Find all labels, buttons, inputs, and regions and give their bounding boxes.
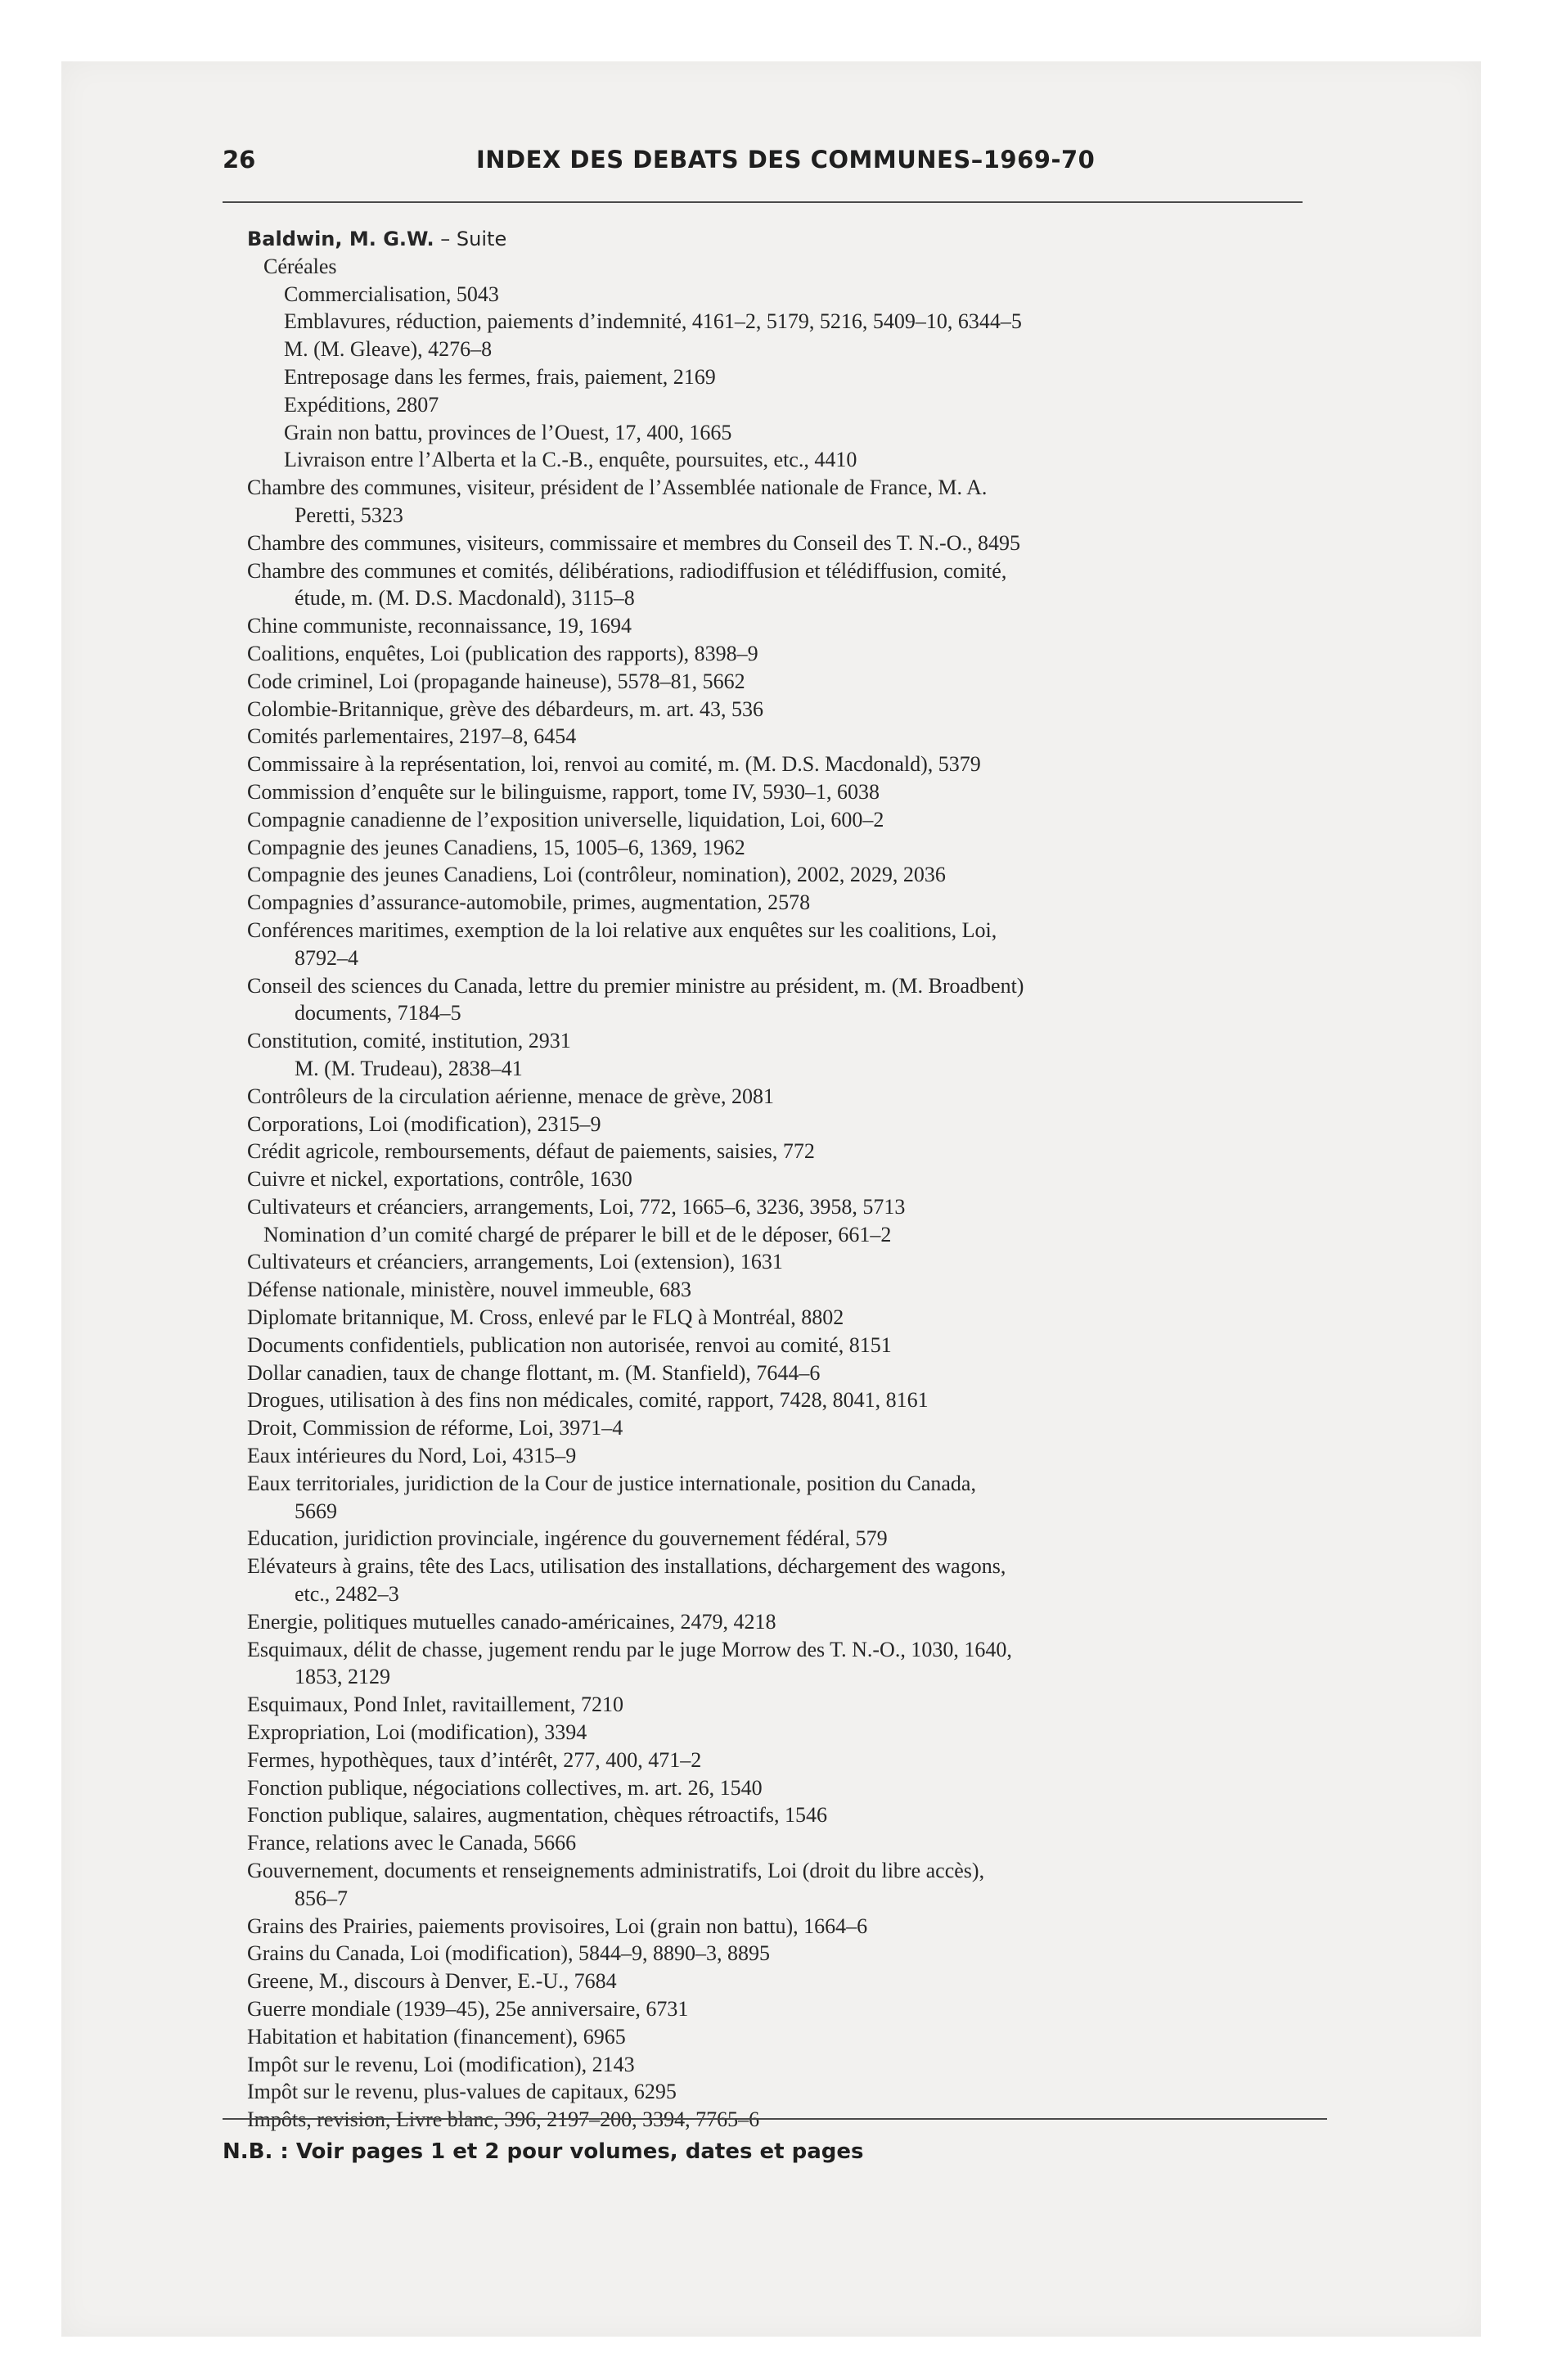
footnote: N.B. : Voir pages 1 et 2 pour volumes, dates et pages — [223, 2139, 864, 2164]
index-entry: Compagnie des jeunes Canadiens, Loi (contrôleur, nomination), 2002, 2029, 2036 — [247, 863, 946, 887]
index-entry: Compagnie canadienne de l’exposition universelle, liquidation, Loi, 600–2 — [247, 807, 884, 832]
index-entry: Esquimaux, Pond Inlet, ravitaillement, 7210 — [247, 1693, 623, 1717]
index-entry: Drogues, utilisation à des fins non médicales, comité, rapport, 7428, 8041, 8161 — [247, 1388, 929, 1413]
index-entry: Commercialisation, 5043 — [284, 282, 499, 306]
index-entry: Elévateurs à grains, tête des Lacs, utilisation des installations, déchargement des wagons, — [247, 1554, 1006, 1579]
index-entry: Dollar canadien, taux de change flottant, m. (M. Stanfield), 7644–6 — [247, 1360, 821, 1385]
index-entry: Eaux intérieures du Nord, Loi, 4315–9 — [247, 1444, 577, 1468]
index-entry: Chine communiste, reconnaissance, 19, 1694 — [247, 614, 632, 638]
index-entry: Conseil des sciences du Canada, lettre du premier ministre au président, m. (M. Broadbent) — [247, 973, 1024, 998]
index-entry: Education, juridiction provinciale, ingérence du gouvernement fédéral, 579 — [247, 1526, 888, 1551]
index-entry: 8792–4 — [295, 945, 358, 970]
index-entry: Chambre des communes, visiteurs, commissaire et membres du Conseil des T. N.-O., 8495 — [247, 530, 1020, 555]
index-entry: Fermes, hypothèques, taux d’intérêt, 277, 400, 471–2 — [247, 1747, 702, 1772]
index-entry: Grains des Prairies, paiements provisoires, Loi (grain non battu), 1664–6 — [247, 1913, 868, 1938]
index-entry: Commission d’enquête sur le bilinguisme, rapport, tome IV, 5930–1, 6038 — [247, 779, 880, 804]
heading-suite: – Suite — [434, 228, 507, 250]
index-entry: Gouvernement, documents et renseignements administratifs, Loi (droit du libre accès), — [247, 1859, 985, 1883]
index-entry: Défense nationale, ministère, nouvel immeuble, 683 — [247, 1278, 691, 1302]
header-rule — [223, 201, 1303, 203]
index-entry: Cultivateurs et créanciers, arrangements, Loi (extension), 1631 — [247, 1250, 783, 1274]
index-entry: Comités parlementaires, 2197–8, 6454 — [247, 724, 577, 749]
index-entry: Colombie-Britannique, grève des débardeurs, m. art. 43, 536 — [247, 696, 764, 721]
index-entry: Impôt sur le revenu, Loi (modification), 2143 — [247, 2052, 635, 2076]
index-entry: 1853, 2129 — [295, 1665, 390, 1689]
index-entries — [247, 225, 1360, 2134]
index-entry: Compagnie des jeunes Canadiens, 15, 1005–6, 1369, 1962 — [247, 835, 745, 859]
page-number: 26 — [223, 146, 256, 174]
index-entry: Chambre des communes et comités, délibérations, radiodiffusion et télédiffusion, comité, — [247, 558, 1007, 583]
index-entry: M. (M. Trudeau), 2838–41 — [295, 1056, 523, 1080]
index-entry: Livraison entre l’Alberta et la C.-B., enquête, poursuites, etc., 4410 — [284, 448, 857, 472]
index-entry: Fonction publique, négociations collectives, m. art. 26, 1540 — [247, 1775, 763, 1800]
index-entry: Peretti, 5323 — [295, 503, 403, 527]
index-entry: Entreposage dans les fermes, frais, paiement, 2169 — [284, 364, 716, 389]
index-entry: Expropriation, Loi (modification), 3394 — [247, 1720, 587, 1745]
index-entry: Crédit agricole, remboursements, défaut de paiements, saisies, 772 — [247, 1139, 815, 1164]
index-entry: Impôt sur le revenu, plus-values de capitaux, 6295 — [247, 2080, 677, 2104]
index-entry: France, relations avec le Canada, 5666 — [247, 1831, 577, 1855]
index-entry: M. (M. Gleave), 4276–8 — [284, 337, 493, 362]
index-entry: Cultivateurs et créanciers, arrangements, Loi, 772, 1665–6, 3236, 3958, 5713 — [247, 1194, 906, 1219]
index-entry: Esquimaux, délit de chasse, jugement rendu par le juge Morrow des T. N.-O., 1030, 1640, — [247, 1637, 1012, 1661]
index-entry: Code criminel, Loi (propagande haineuse), 5578–81, 5662 — [247, 669, 745, 693]
index-heading — [247, 225, 1360, 253]
index-entry: Contrôleurs de la circulation aérienne, menace de grève, 2081 — [247, 1084, 774, 1108]
index-entry: Constitution, comité, institution, 2931 — [247, 1029, 571, 1053]
index-entry: Cuivre et nickel, exportations, contrôle, 1630 — [247, 1167, 632, 1192]
index-entry: Commissaire à la représentation, loi, renvoi au comité, m. (M. D.S. Macdonald), 5379 — [247, 752, 981, 777]
index-entry: Habitation et habitation (financement), 6965 — [247, 2024, 626, 2049]
index-entry: Impôts, revision, Livre blanc, 396, 2197–200, 3394, 7765–6 — [247, 2107, 760, 2132]
index-entry: Eaux territoriales, juridiction de la Cour de justice internationale, position du Canada, — [247, 1471, 976, 1495]
index-entry: Energie, politiques mutuelles canado-américaines, 2479, 4218 — [247, 1609, 776, 1634]
index-entry: Conférences maritimes, exemption de la loi relative aux enquêtes sur les coalitions, Loi, — [247, 917, 997, 942]
index-entry: Greene, M., discours à Denver, E.-U., 7684 — [247, 1969, 617, 1994]
page-header — [223, 146, 1303, 182]
running-title: INDEX DES DEBATS DES COMMUNES–1969-70 — [476, 146, 1096, 174]
index-entry: documents, 7184–5 — [295, 1001, 461, 1025]
index-entry: Nomination d’un comité chargé de préparer le bill et de le déposer, 661–2 — [263, 1222, 892, 1246]
index-entry: 5669 — [295, 1499, 337, 1523]
index-entry: Diplomate britannique, M. Cross, enlevé par le FLQ à Montréal, 8802 — [247, 1305, 844, 1330]
index-entry: Compagnies d’assurance-automobile, primes, augmentation, 2578 — [247, 890, 811, 915]
index-entry: Coalitions, enquêtes, Loi (publication des rapports), 8398–9 — [247, 641, 758, 665]
entry-list — [247, 253, 1360, 2134]
index-entry: 856–7 — [295, 1886, 348, 1910]
index-entry: Emblavures, réduction, paiements d’indemnité, 4161–2, 5179, 5216, 5409–10, 6344–5 — [284, 309, 1022, 334]
index-entry: Corporations, Loi (modification), 2315–9 — [247, 1111, 601, 1136]
index-entry: Droit, Commission de réforme, Loi, 3971–4 — [247, 1416, 623, 1440]
footer-rule — [223, 2118, 1327, 2120]
index-entry: Chambre des communes, visiteur, président de l’Assemblée nationale de France, M. A. — [247, 476, 988, 500]
index-entry: Expéditions, 2807 — [284, 392, 439, 417]
index-entry: Documents confidentiels, publication non autorisée, renvoi au comité, 8151 — [247, 1332, 892, 1357]
heading-name: Baldwin, M. G.W. — [247, 228, 434, 250]
index-entry: Grain non battu, provinces de l’Ouest, 17, 400, 1665 — [284, 420, 732, 444]
index-entry: etc., 2482–3 — [295, 1582, 399, 1607]
index-entry: Guerre mondiale (1939–45), 25e anniversaire, 6731 — [247, 1997, 689, 2021]
index-entry: étude, m. (M. D.S. Macdonald), 3115–8 — [295, 586, 635, 611]
index-entry: Fonction publique, salaires, augmentation, chèques rétroactifs, 1546 — [247, 1803, 828, 1828]
index-entry: Grains du Canada, Loi (modification), 5844–9, 8890–3, 8895 — [247, 1941, 771, 1966]
index-entry: Céréales — [263, 254, 337, 278]
